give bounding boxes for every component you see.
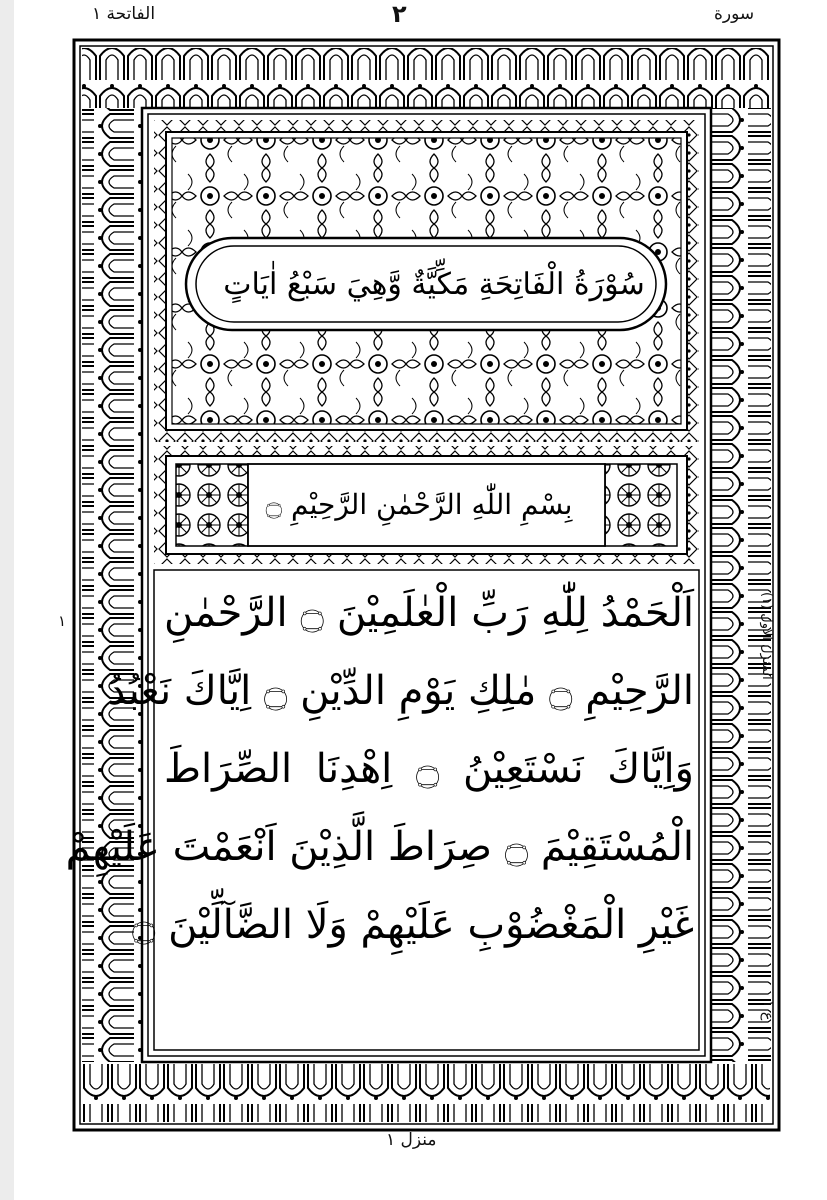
surah-name-header: الفاتحة ١: [92, 4, 156, 24]
verse-line: وَاِيَّاكَ نَسْتَعِيْنُ ۝ اِهْدِنَا الصِّرَاطَ: [164, 746, 694, 792]
surah-title: سُوْرَةُ الْفَاتِحَةِ مَكِّيَّةٌ وَّهِيَ سَبْعُ اٰيَاتٍ: [223, 266, 645, 302]
manzil-margin-note: المنزل الاول (١): [759, 592, 774, 680]
quran-page: [14, 0, 827, 1200]
verse-line: غَيْرِ الْمَغْضُوْبِ عَلَيْهِمْ وَلَا الضَّآلِّيْنَ ۝: [131, 902, 694, 948]
verse-line: الرَّحِيْمِ ۝ مٰلِكِ يَوْمِ الدِّيْنِ ۝ اِيَّاكَ نَعْبُدُ: [107, 668, 694, 714]
page-number: ٢: [392, 0, 407, 28]
verse-line: اَلْحَمْدُ لِلّٰهِ رَبِّ الْعٰلَمِيْنَ ۝ الرَّحْمٰنِ: [164, 590, 695, 636]
manzil-footer: منزل ١: [386, 1130, 437, 1150]
verse-line: الْمُسْتَقِيْمَ ۝ صِرَاطَ الَّذِيْنَ اَنْعَمْتَ عَلَيْهِمْ: [65, 824, 694, 870]
verse-block: [65, 574, 695, 1044]
verse-margin-mark: ١: [58, 612, 67, 630]
surah-label-header: سورة: [714, 4, 755, 24]
bismillah: بِسْمِ اللّٰهِ الرَّحْمٰنِ الرَّحِيْمِ ۝: [265, 487, 573, 521]
ruku-margin-mark: ع ١: [760, 999, 776, 1020]
